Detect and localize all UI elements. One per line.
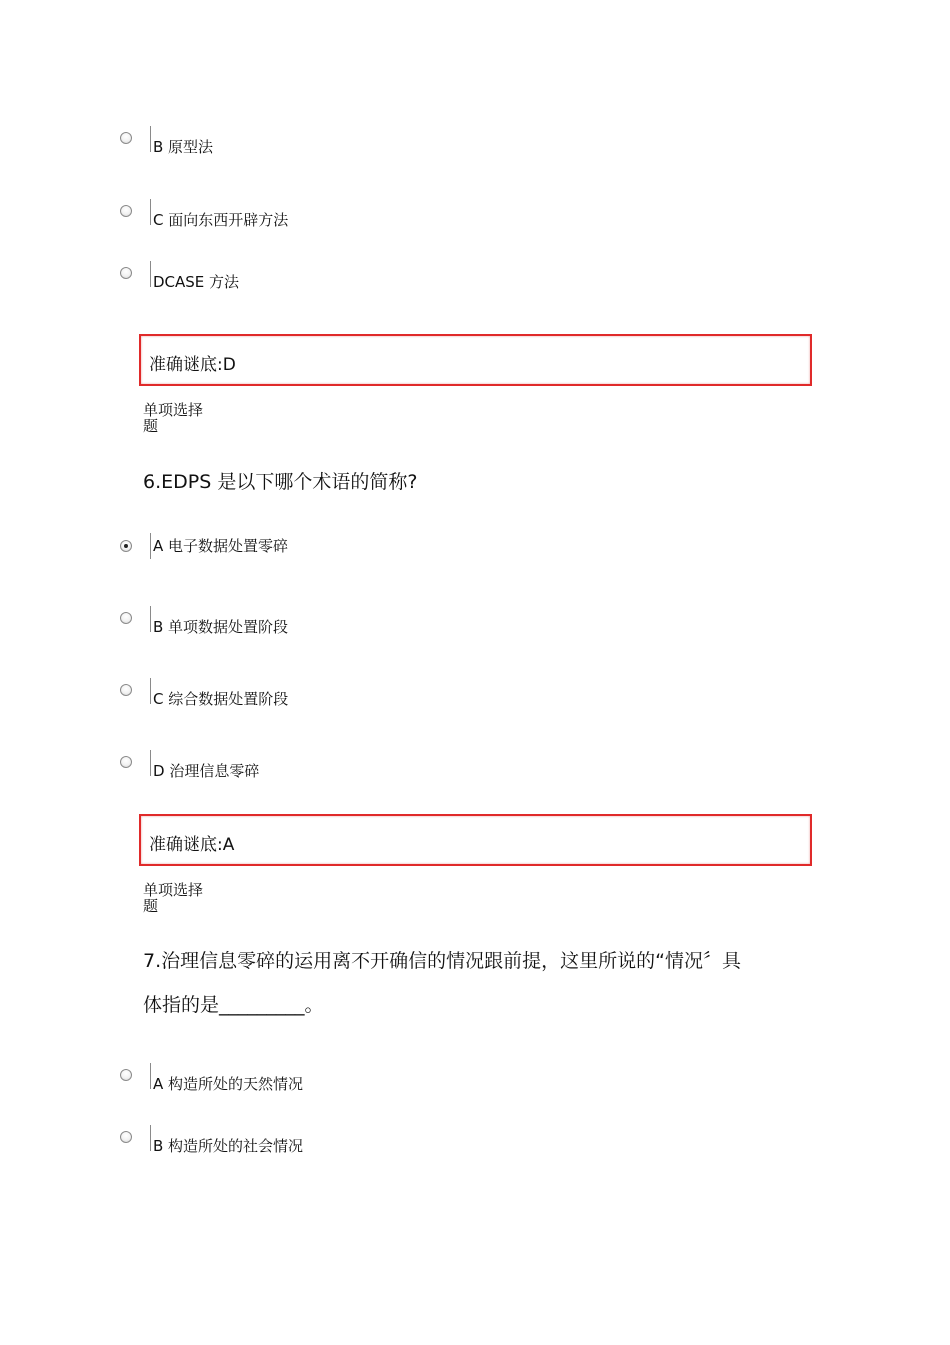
type-line-2: 题 [143,417,159,435]
radio-button[interactable] [120,132,132,144]
option-label: DCASE 方法 [153,273,240,291]
option-label: B 构造所处的社会情况 [153,1137,304,1155]
radio-button[interactable] [120,205,132,217]
q7-question-line-1: 7.治理信息零碎的运用离不开确信的情况跟前提，这里所说的“情况〞具 [143,950,741,972]
q7-question-line-2: 体指的是_________。 [143,994,324,1016]
radio-button[interactable] [120,1069,132,1081]
option-divider [150,261,151,287]
option-label: B 单项数据处置阶段 [153,618,289,636]
answer-text: 准确谜底:D [149,355,236,375]
option-label: D 治理信息零碎 [153,762,260,780]
q5-answer-box [139,334,812,386]
radio-button[interactable] [120,684,132,696]
option-label: A 构造所处的天然情况 [153,1075,304,1093]
option-label: C 面向东西开辟方法 [153,211,289,229]
option-divider [150,533,151,559]
radio-button[interactable] [120,267,132,279]
radio-button[interactable] [120,612,132,624]
q7-type-label [143,882,223,914]
q6-question-text: 6.EDPS 是以下哪个术语的简称? [143,471,418,493]
option-divider [150,126,151,152]
q6-type-label [143,402,223,434]
option-label: C 综合数据处置阶段 [153,690,289,708]
option-divider [150,1125,151,1151]
radio-button-selected[interactable] [120,540,132,552]
option-divider [150,199,151,225]
radio-button[interactable] [120,756,132,768]
option-divider [150,678,151,704]
radio-button[interactable] [120,1131,132,1143]
type-line-2: 题 [143,897,159,915]
type-line-1: 单项选择 [143,401,204,419]
answer-text: 准确谜底:A [149,835,235,855]
option-divider [150,1063,151,1089]
option-divider [150,606,151,632]
q6-answer-box [139,814,812,866]
option-divider [150,750,151,776]
type-line-1: 单项选择 [143,881,204,899]
option-label: B 原型法 [153,138,214,156]
option-label: A 电子数据处置零碎 [153,537,289,555]
